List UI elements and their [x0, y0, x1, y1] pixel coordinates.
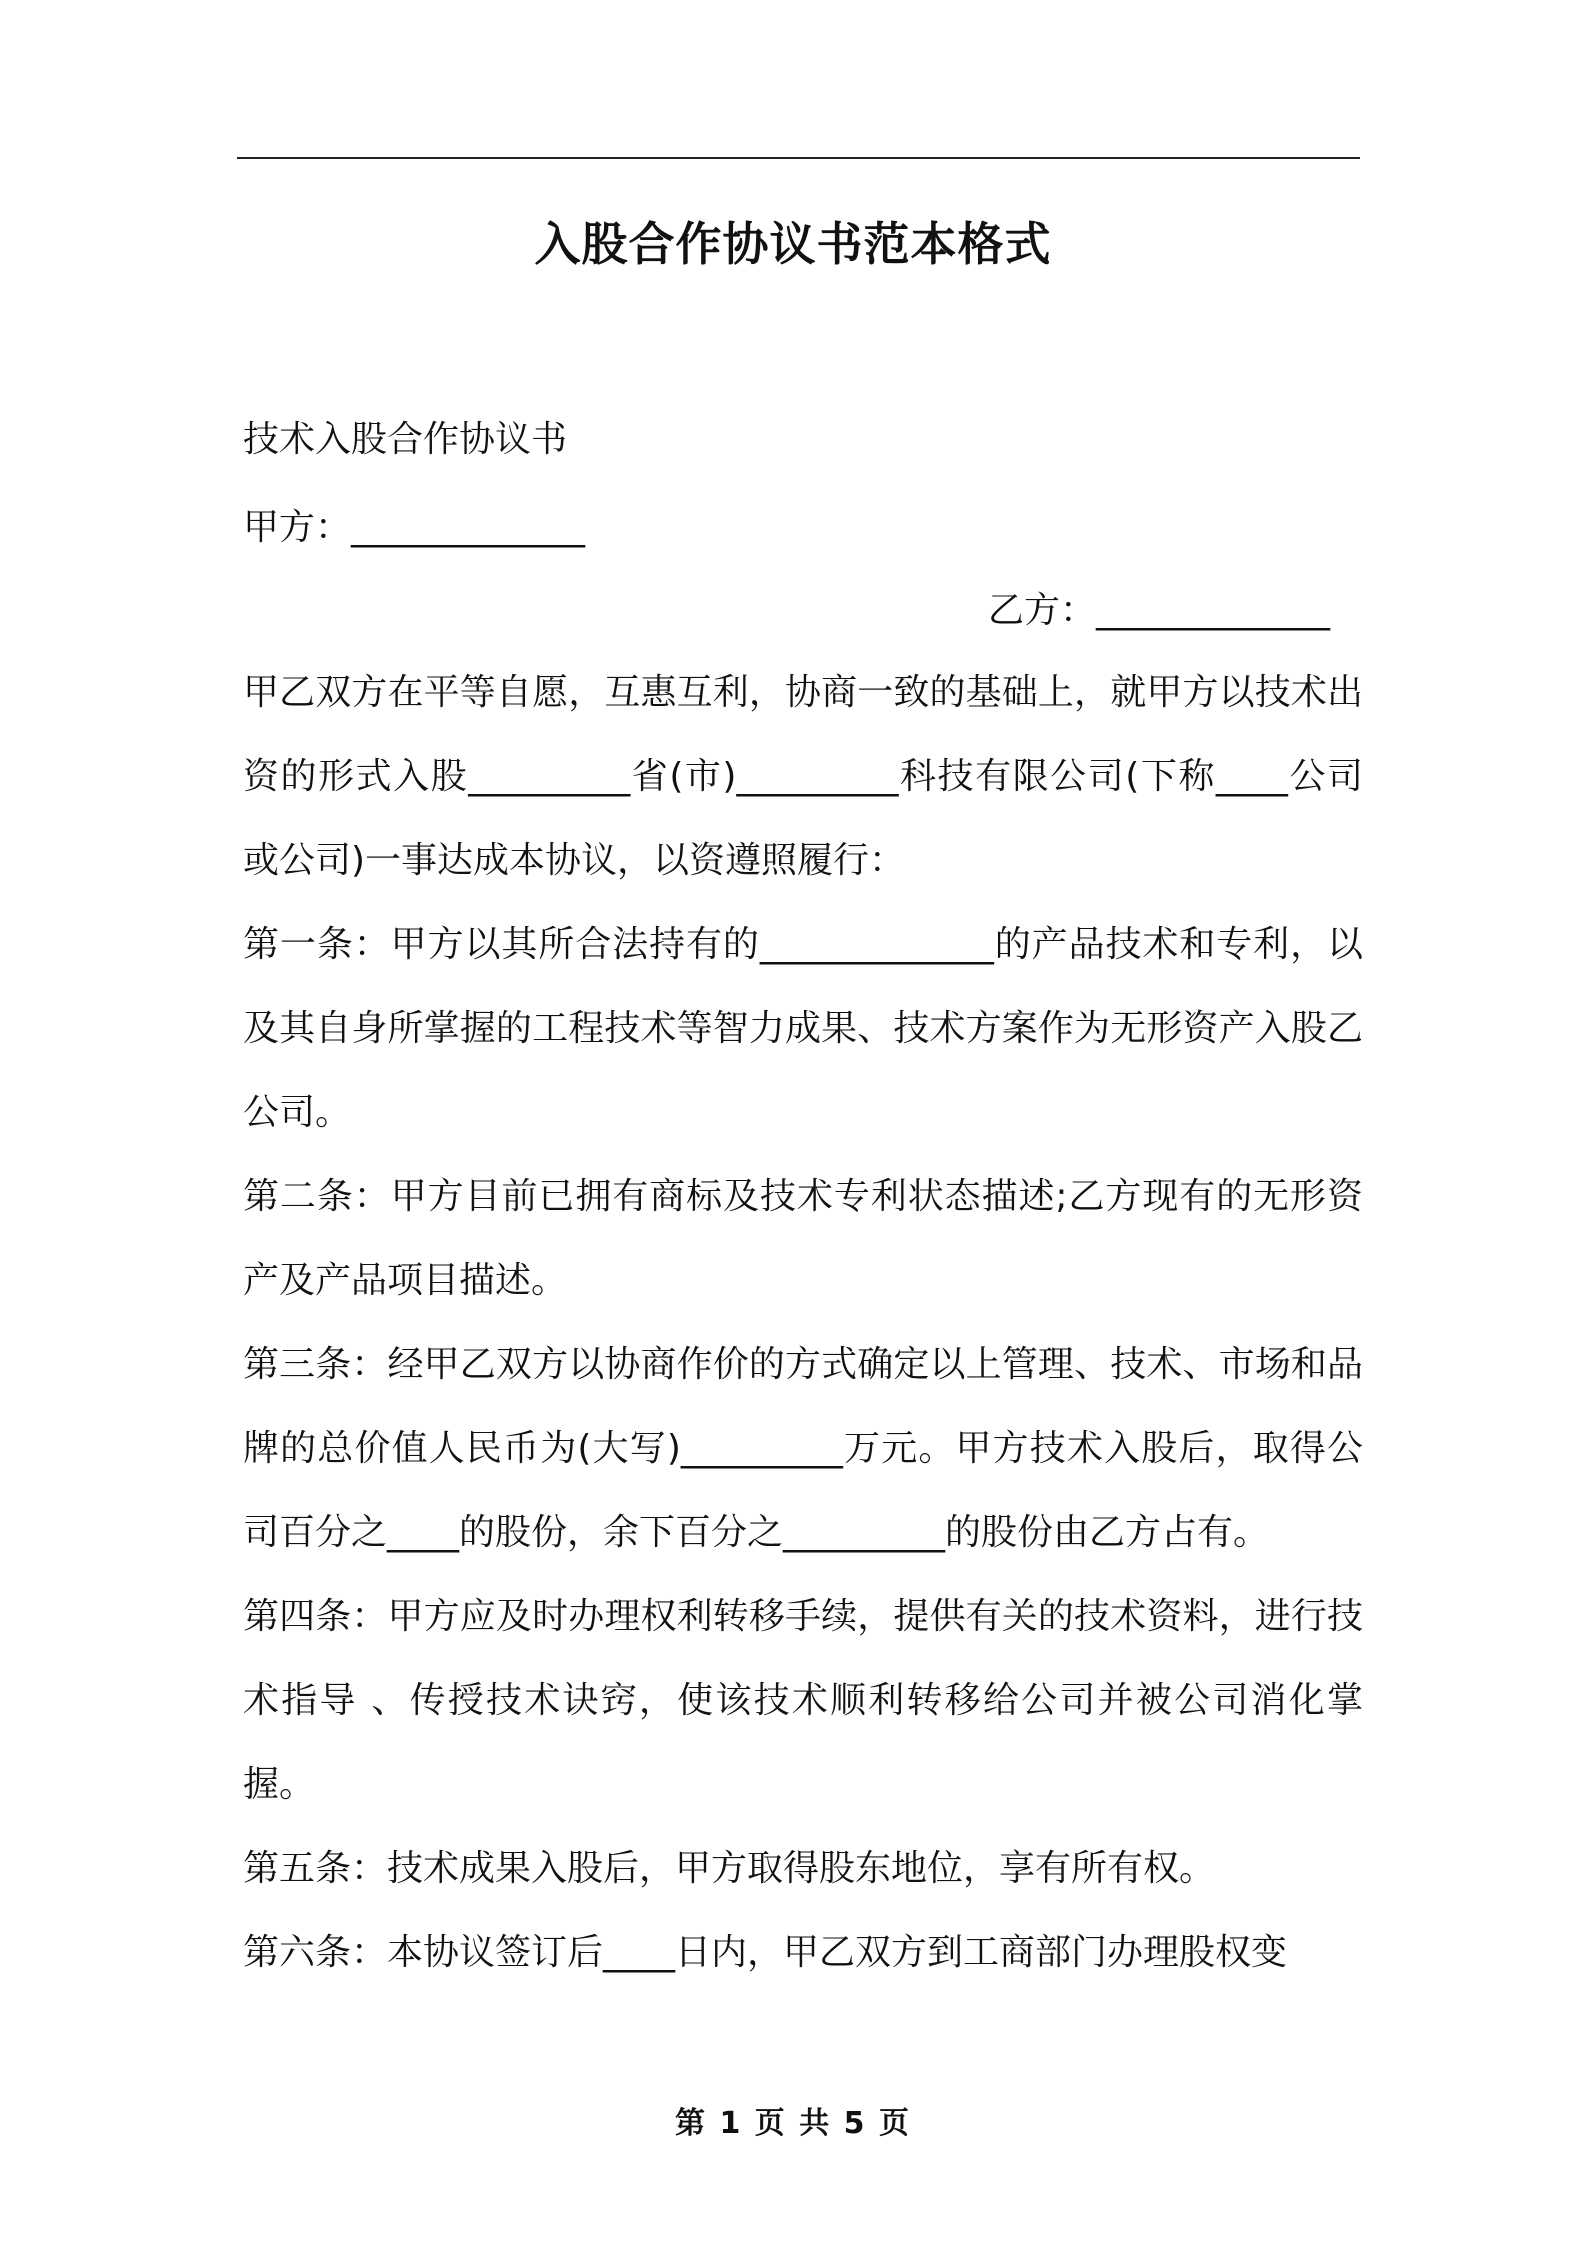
- page-number-footer: 第 1 页 共 5 页: [675, 2106, 911, 2141]
- document-title: 入股合作协议书范本格式: [534, 217, 1052, 271]
- header-rule: [237, 157, 1360, 159]
- party-a-line: 甲方：_____________: [243, 507, 586, 548]
- article-2-paragraph: 第二条：甲方目前已拥有商标及技术专利状态描述;乙方现有的无形资产及产品项目描述。: [243, 1176, 1363, 1301]
- article-1-paragraph: 第一条：甲方以其所合法持有的_____________的产品技术和专利，以及其自身所掌握的工程技术等智力成果、技术方案作为无形资产入股乙公司。: [243, 924, 1363, 1133]
- article-4-paragraph: 第四条：甲方应及时办理权利转移手续，提供有关的技术资料，进行技术指导 、传授技术诀窍，使该技术顺利转移给公司并被公司消化掌握。: [243, 1596, 1363, 1805]
- article-5-paragraph: 第五条：技术成果入股后，甲方取得股东地位，享有所有权。: [243, 1848, 1216, 1889]
- article-6-paragraph: 第六条：本协议签订后____日内，甲乙双方到工商部门办理股权变: [243, 1932, 1288, 1973]
- preamble-paragraph: 甲乙双方在平等自愿，互惠互利，协商一致的基础上，就甲方以技术出资的形式入股_________省(市)_________科技有限公司(下称____公司或公司)一事达成本协议，以资遵照履行：: [243, 672, 1363, 881]
- party-b-line: 乙方：_____________: [988, 590, 1331, 631]
- article-3-paragraph: 第三条：经甲乙双方以协商作价的方式确定以上管理、技术、市场和品牌的总价值人民币为(大写)_________万元。甲方技术入股后，取得公司百分之____的股份，余下百分之_________的股份由乙方占有。: [243, 1344, 1363, 1553]
- document-subtitle: 技术入股合作协议书: [243, 419, 568, 460]
- agreement-body: [243, 651, 1363, 1995]
